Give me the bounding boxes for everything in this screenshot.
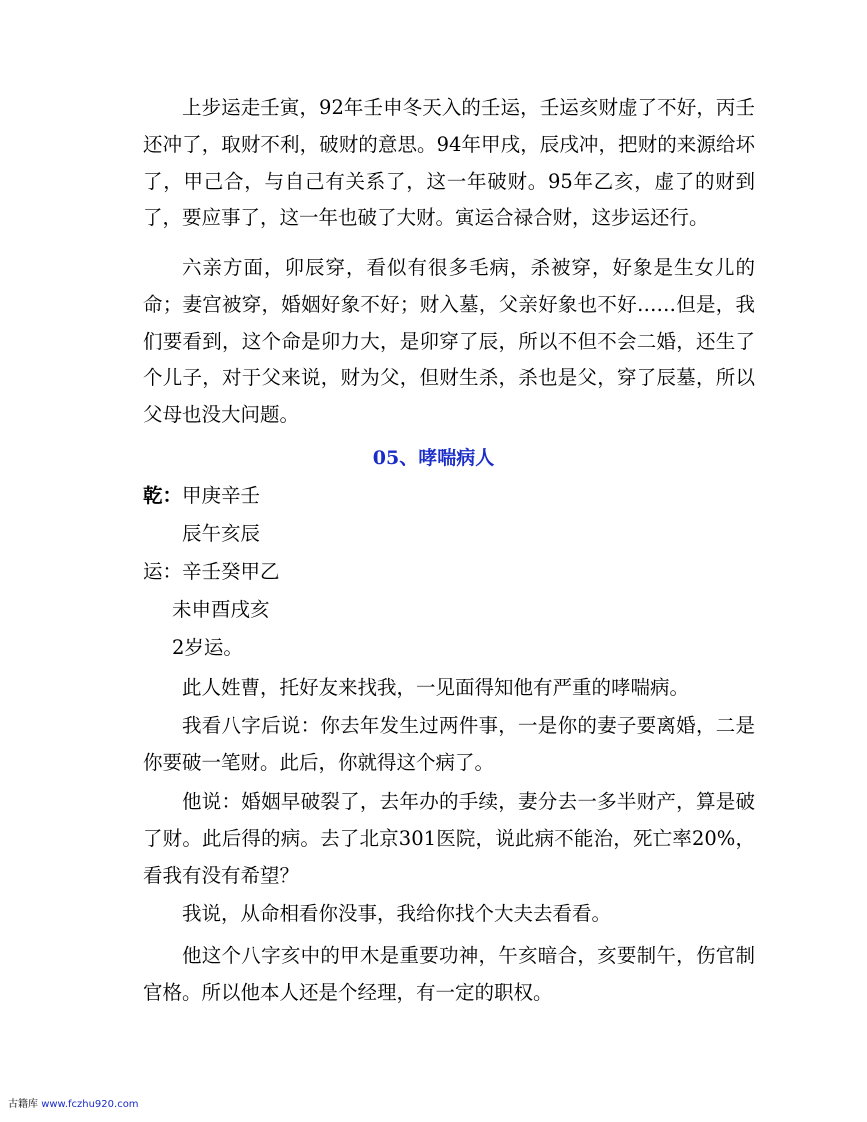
footer-site-name: 古籍库 bbox=[8, 1099, 38, 1110]
story-paragraph-3: 他说：婚姻早破裂了，去年办的手续，妻分去一多半财产，算是破了财。此后得的病。去了北京301医院，说此病不能治，死亡率20%，看我有没有希望？ bbox=[143, 790, 755, 887]
paragraph-luck-cycle: 上步运走壬寅，92年壬申冬天入的壬运，壬运亥财虚了不好，丙壬还冲了，取财不利，破财的意思。94年甲戌，辰戌冲，把财的来源给坏了，甲己合，与自己有关系了，这一年破财。95年乙亥，虚了的财到了，要应事了，这一年也破了大财。寅运合禄合财，这步运还行。 bbox=[143, 96, 755, 230]
qian-label: 乾： bbox=[143, 484, 183, 507]
yun-stems: 辛壬癸甲乙 bbox=[182, 560, 280, 583]
yun-branches: 未申酉戌亥 bbox=[172, 598, 270, 621]
chart-yun-line bbox=[143, 554, 280, 591]
start-age: 2岁运。 bbox=[172, 636, 243, 659]
footer-watermark bbox=[8, 1098, 139, 1112]
yun-label: 运： bbox=[143, 560, 183, 583]
paragraph-six-relations: 六亲方面，卯辰穿，看似有很多毛病，杀被穿，好象是生女儿的命；妻宫被穿，婚姻好象不好；财入墓，父亲好象也不好……但是，我们要看到，这个命是卯力大，是卯穿了辰，所以不但不会二婚，还生了个儿子，对于父来说，财为父，但财生杀，杀也是父，穿了辰墓，所以父母也没大问题。 bbox=[143, 256, 755, 427]
story-paragraph-5: 他这个八字亥中的甲木是重要功神，午亥暗合，亥要制午，伤官制官格。所以他本人还是个经理，有一定的职权。 bbox=[143, 944, 755, 1004]
story-paragraph-1: 此人姓曹，托好友来找我，一见面得知他有严重的哮喘病。 bbox=[182, 676, 690, 699]
story-paragraph-4: 我说，从命相看你没事，我给你找个大夫去看看。 bbox=[182, 902, 612, 925]
story-paragraph-2: 我看八字后说：你去年发生过两件事，一是你的妻子要离婚，二是你要破一笔财。此后，你就得这个病了。 bbox=[143, 714, 755, 774]
footer-url: www.fczhu920.com bbox=[41, 1099, 139, 1110]
section-title: 05、哮喘病人 bbox=[372, 447, 495, 469]
chart-stems-line bbox=[143, 478, 260, 515]
chart-branches: 辰午亥辰 bbox=[182, 522, 261, 545]
chart-stems: 甲庚辛壬 bbox=[182, 484, 261, 507]
